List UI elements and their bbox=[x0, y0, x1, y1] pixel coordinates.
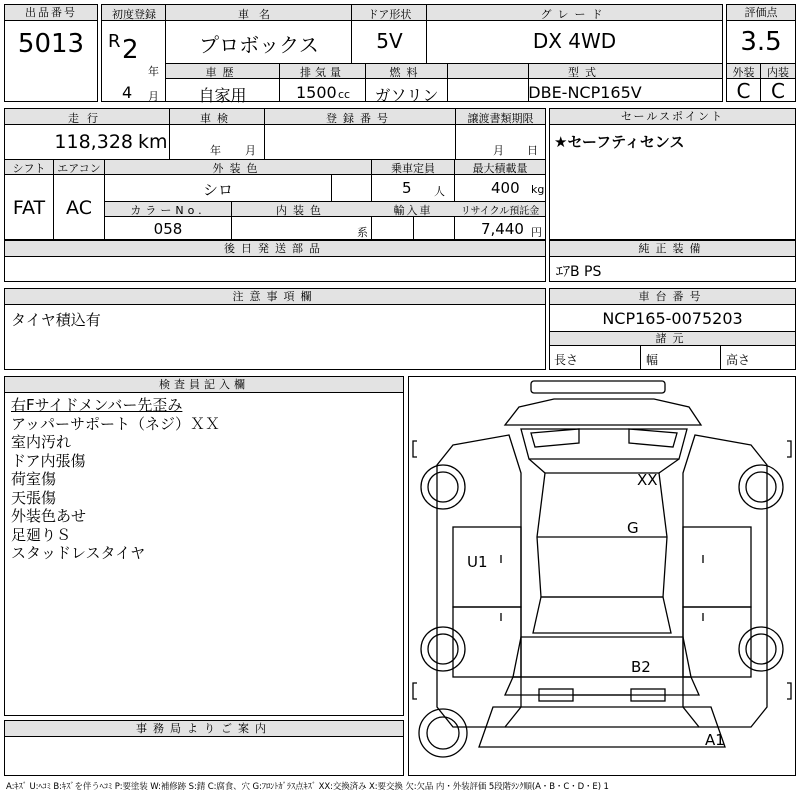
grade-label: グレード bbox=[540, 8, 609, 21]
office-box bbox=[4, 720, 404, 776]
score-box bbox=[726, 4, 796, 102]
recycle-value: 7,440 bbox=[481, 220, 524, 238]
transfer-month-unit: 月 bbox=[493, 144, 504, 157]
sales-point-label: セールスポイント bbox=[550, 109, 795, 125]
inspector-note-line: 右Fサイドメンバー先歪み bbox=[11, 396, 183, 414]
chassis-box bbox=[549, 288, 796, 370]
divider bbox=[169, 109, 170, 159]
car-name-label: 車名 bbox=[238, 8, 280, 21]
tailgate-shape bbox=[513, 637, 691, 677]
mileage-label: 走行 bbox=[68, 112, 106, 125]
fuel-value: ガソリン bbox=[374, 86, 439, 105]
score-value: 3.5 bbox=[740, 27, 782, 57]
color-no-value: 058 bbox=[153, 220, 183, 238]
sales-point-box bbox=[549, 108, 796, 240]
import-label: 輸入車 bbox=[393, 204, 433, 217]
max-load-unit: kg bbox=[531, 183, 545, 196]
model-label: 型式 bbox=[568, 66, 602, 79]
divider bbox=[371, 159, 372, 239]
height-label: 高さ bbox=[726, 353, 751, 367]
inspector-note-line: スタッドレスタイヤ bbox=[11, 544, 146, 562]
displacement-label: 排気量 bbox=[300, 66, 345, 79]
damage-mark: B2 bbox=[631, 658, 651, 676]
details-box bbox=[4, 108, 546, 240]
first-reg-year: 2 bbox=[122, 35, 139, 65]
first-reg-label: 初度登録 bbox=[112, 8, 156, 21]
width-label: 幅 bbox=[646, 353, 659, 367]
year-unit: 年 bbox=[148, 65, 159, 78]
spare-wheel bbox=[419, 709, 467, 757]
lot-number-box bbox=[4, 4, 98, 102]
door-value: 5V bbox=[376, 29, 403, 53]
spec-label: 諸元 bbox=[550, 331, 795, 346]
model-value: DBE-NCP165V bbox=[528, 83, 642, 102]
interior-grade-value: C bbox=[771, 79, 785, 103]
divider bbox=[640, 346, 641, 369]
rear-window-shape bbox=[533, 597, 671, 633]
inspector-notes bbox=[11, 396, 220, 563]
windshield-shape bbox=[521, 429, 687, 459]
inspector-note-line: ドア内張傷 bbox=[11, 451, 86, 470]
caution-label: 注意事項欄 bbox=[5, 289, 545, 305]
legend: A:ｷｽﾞ U:ﾍｺﾐ B:ｷｽﾞを伴うﾍｺﾐ P:要塗装 W:補修跡 S:錆 C:腐食、穴 G:ﾌﾛﾝﾄｶﾞﾗｽ点ｷｽﾞ XX:交換済み X:要交換 欠:欠品 内・外装評価 5段階ﾗﾝｸ順(A・B・C・D・E) 1 bbox=[6, 782, 609, 792]
inspection-month-unit: 月 bbox=[245, 144, 256, 157]
mileage-value: 118,328 bbox=[54, 131, 133, 153]
ac-label: エアコン bbox=[57, 162, 101, 175]
lot-number-label: 出品番号 bbox=[5, 5, 97, 21]
capacity-label: 乗車定員 bbox=[391, 162, 435, 175]
capacity-unit: 人 bbox=[434, 185, 445, 198]
damage-mark: U1 bbox=[467, 553, 488, 571]
car-diagram bbox=[408, 376, 796, 776]
inspector-box bbox=[4, 376, 404, 716]
transfer-day-unit: 日 bbox=[527, 144, 538, 157]
divider bbox=[231, 201, 232, 239]
fuel-label: 燃料 bbox=[389, 66, 424, 79]
inspector-note-line: アッパーサポート（ネジ）ＸＸ bbox=[11, 414, 220, 433]
interior-grade-label: 内装 bbox=[767, 66, 789, 79]
displacement-unit: cc bbox=[338, 88, 351, 101]
office-label: 事務局よりご案内 bbox=[5, 721, 403, 737]
length-label: 長さ bbox=[554, 353, 579, 367]
recycle-label: リサイクル預託金 bbox=[460, 206, 540, 217]
exterior-grade-value: C bbox=[736, 79, 751, 103]
divider bbox=[331, 175, 332, 201]
hood-shape bbox=[505, 399, 701, 425]
mileage-unit: km bbox=[138, 131, 168, 153]
color-no-label: カラーNo. bbox=[130, 204, 206, 217]
later-parts-label: 後日発送部品 bbox=[5, 241, 545, 257]
divider bbox=[413, 217, 414, 239]
divider bbox=[720, 346, 721, 369]
shift-value: FAT bbox=[12, 197, 46, 219]
damage-mark: G bbox=[627, 519, 639, 537]
shift-label: シフト bbox=[12, 162, 46, 175]
roof-shape bbox=[537, 473, 667, 597]
car-diagram-svg bbox=[409, 377, 795, 775]
door-label: ドア形状 bbox=[367, 8, 412, 21]
ext-color-label: 外装色 bbox=[212, 162, 264, 175]
transfer-label: 譲渡書類期限 bbox=[467, 112, 534, 125]
max-load-value: 400 bbox=[491, 179, 520, 197]
front-bumper-shape bbox=[531, 381, 665, 393]
max-load-label: 最大積載量 bbox=[472, 162, 528, 175]
later-parts-box bbox=[4, 240, 546, 282]
equipment-value: ｴｱB PS bbox=[556, 264, 602, 280]
divider bbox=[455, 109, 456, 159]
inspector-note-line: 天張傷 bbox=[11, 488, 57, 507]
vehicle-info-box bbox=[101, 4, 723, 105]
inspector-note-line: 荷室傷 bbox=[11, 470, 57, 488]
sales-point-value: ★セーフティセンス bbox=[554, 133, 685, 151]
exterior-grade-label: 外装 bbox=[732, 66, 755, 79]
caution-box bbox=[4, 288, 546, 370]
recycle-unit: 円 bbox=[531, 226, 542, 239]
damage-mark: A1 bbox=[705, 731, 725, 749]
ac-value: AC bbox=[66, 197, 92, 219]
inspection-label: 車検 bbox=[200, 112, 234, 125]
equipment-label: 純正装備 bbox=[550, 241, 795, 257]
capacity-value: 5 bbox=[402, 179, 412, 197]
grade-value: DX 4WD bbox=[532, 29, 617, 53]
ext-color-value: シロ bbox=[202, 181, 233, 199]
displacement-value: 1500 bbox=[296, 83, 337, 102]
right-front-door bbox=[683, 527, 751, 607]
chassis-label: 車台番号 bbox=[550, 289, 795, 305]
reg-no-label: 登録番号 bbox=[326, 112, 394, 125]
chassis-value: NCP165-0075203 bbox=[602, 309, 743, 328]
era-label: R bbox=[108, 31, 121, 52]
inspector-note-line: 外装色あせ bbox=[11, 507, 87, 525]
divider bbox=[454, 159, 455, 239]
inspector-note-line: 室内汚れ bbox=[11, 433, 72, 451]
divider bbox=[264, 109, 265, 159]
inspection-year-unit: 年 bbox=[210, 144, 221, 157]
equipment-box bbox=[549, 240, 796, 282]
car-name-value: プロボックス bbox=[199, 33, 319, 57]
inspector-label: 検査員記入欄 bbox=[5, 377, 403, 393]
month-unit: 月 bbox=[148, 90, 159, 103]
history-label: 車歴 bbox=[205, 66, 240, 79]
score-label: 評価点 bbox=[727, 5, 795, 21]
first-reg-month: 4 bbox=[122, 83, 133, 102]
inspector-note-line: 足廻りＳ bbox=[11, 525, 72, 544]
int-color-label: 内装色 bbox=[276, 204, 327, 217]
history-value: 自家用 bbox=[198, 86, 247, 105]
body-outline bbox=[437, 435, 521, 727]
int-color-unit: 系 bbox=[357, 226, 368, 239]
damage-mark: XX bbox=[637, 471, 658, 489]
lot-number-value: 5013 bbox=[17, 29, 85, 59]
caution-value: タイヤ積込有 bbox=[11, 311, 101, 329]
